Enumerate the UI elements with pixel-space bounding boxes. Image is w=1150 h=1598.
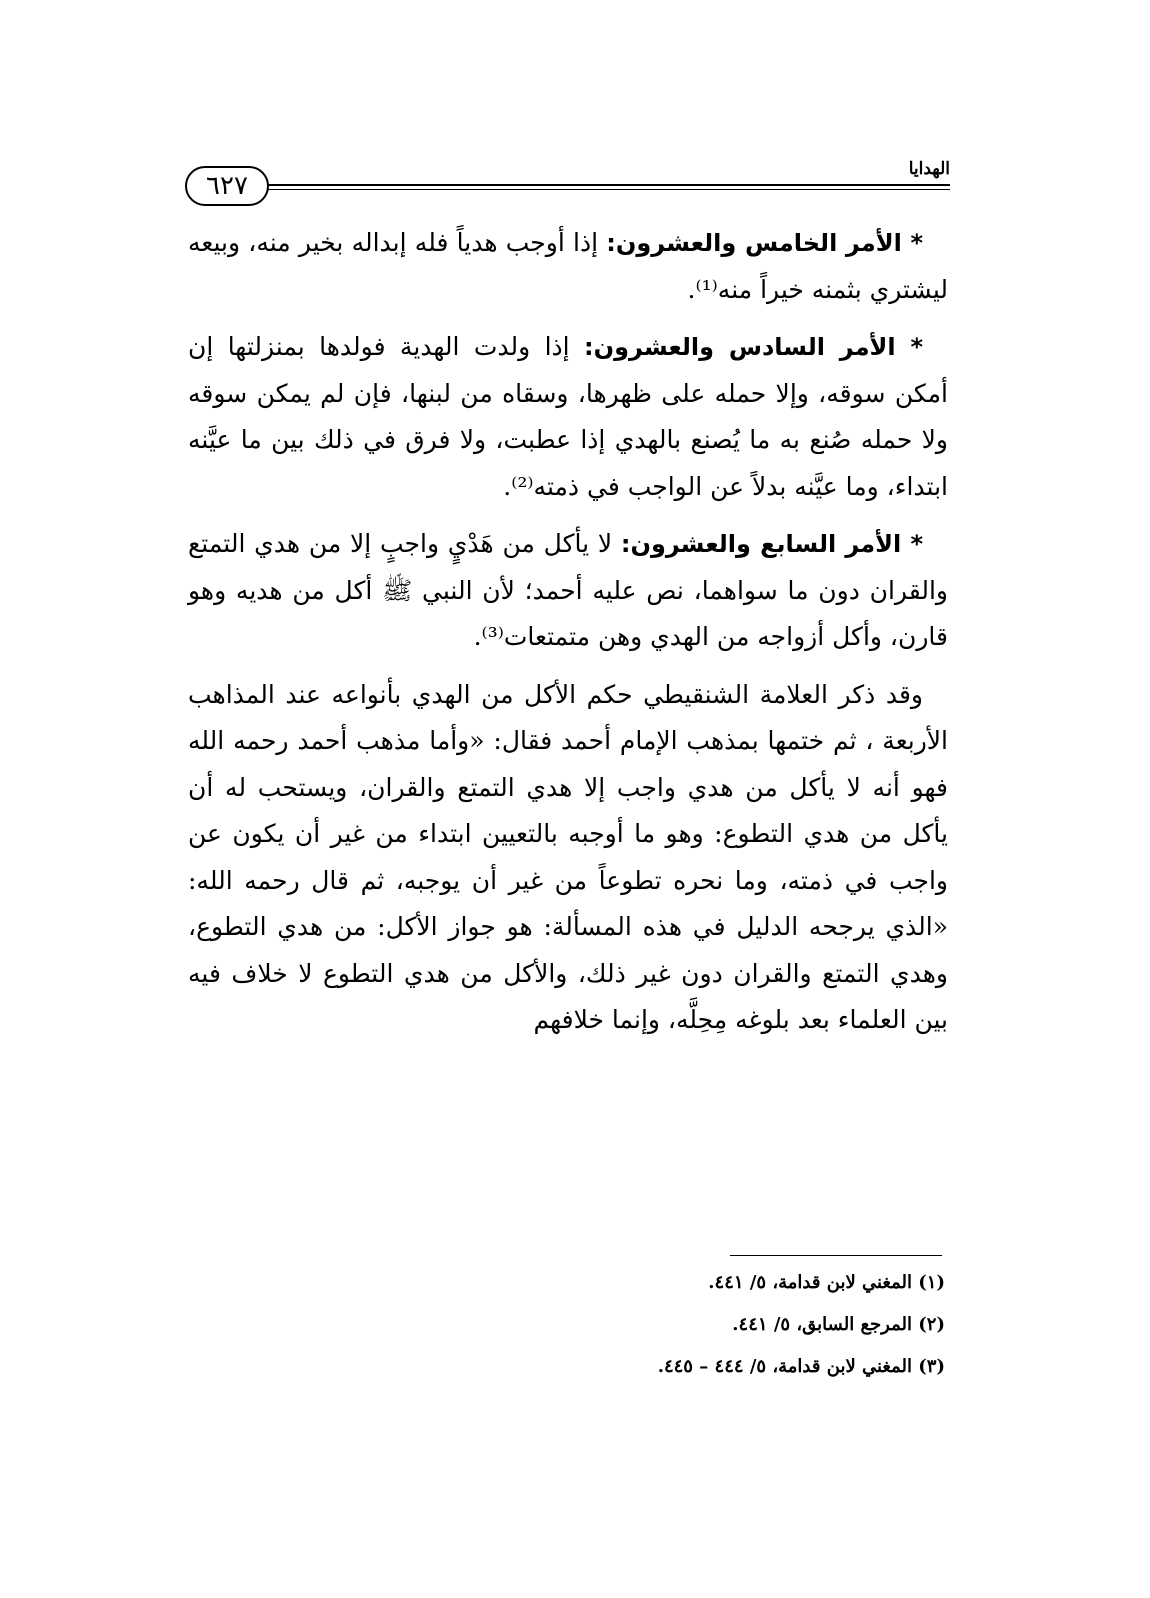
footnote-separator <box>730 1255 942 1256</box>
paragraph-shinqiti <box>188 672 948 1044</box>
footnotes <box>500 1262 945 1388</box>
paragraph-body: إذا ولدت الهدية فولدها بمنزلتها إن أمكن سوقه، وإلا حمله على ظهرها، وسقاه من لبنها، فإن لم يمكن سوقه ولا حمله صُنع به ما يُصنع بالهدي إذا عطبت، ولا فرق في ذلك بين ما عيَّنه ابتداء، وما عيَّنه بدلاً عن الواجب في ذمته⁽²⁾. <box>188 332 948 501</box>
page-number-badge <box>185 166 269 206</box>
paragraph-heading: * الأمر السابع والعشرون: <box>620 530 923 558</box>
page-number: ٦٢٧ <box>206 171 248 201</box>
paragraph-body: إذا أوجب هدياً فله إبداله بخير منه، وبيعه ليشتري بثمنه خيراً منه⁽¹⁾. <box>188 228 948 304</box>
page-header <box>185 158 950 210</box>
paragraph-27 <box>188 521 948 661</box>
paragraph-body: وقد ذكر العلامة الشنقيطي حكم الأكل من الهدي بأنواعه عند المذاهب الأربعة ، ثم ختمها بمذهب الإمام أحمد فقال: «وأما مذهب أحمد رحمه الله فهو أنه لا يأكل من هدي واجب إلا هدي التمتع والقران، ويستحب له أن يأكل من هدي التطوع: وهو ما أوجبه بالتعيين ابتداء من غير أن يكون عن واجب في ذمته، وما نحره تطوعاً من غير أن يوجبه، ثم قال رحمه الله: «الذي يرجحه الدليل في هذه المسألة: هو جواز الأكل: من هدي التطوع، وهدي التمتع والقران دون غير ذلك، والأكل من هدي التطوع لا خلاف فيه بين العلماء بعد بلوغه مِحِلَّه، وإنما خلافهم <box>188 679 948 1034</box>
main-text <box>188 220 948 1055</box>
paragraph-25 <box>188 220 948 313</box>
header-rule-secondary <box>267 189 950 190</box>
footnote-3: (٣) المغني لابن قدامة، ٥/ ٤٤٤ – ٤٤٥. <box>657 1356 945 1377</box>
paragraph-26 <box>188 324 948 510</box>
paragraph-body: لا يأكل من هَدْيٍ واجبٍ إلا من هدي التمتع والقران دون ما سواهما، نص عليه أحمد؛ لأن النبي ﷺ أكل من هديه وهو قارن، وأكل أزواجه من الهدي وهن متمتعات⁽³⁾. <box>188 529 948 651</box>
paragraph-heading: * الأمر الخامس والعشرون: <box>606 229 923 257</box>
footnote-1: (١) المغني لابن قدامة، ٥/ ٤٤١. <box>708 1272 945 1293</box>
footnote-2: (٢) المرجع السابق، ٥/ ٤٤١. <box>732 1314 945 1335</box>
header-rule <box>267 184 950 186</box>
running-title: الهدايا <box>908 159 950 179</box>
paragraph-heading: * الأمر السادس والعشرون: <box>584 333 923 361</box>
